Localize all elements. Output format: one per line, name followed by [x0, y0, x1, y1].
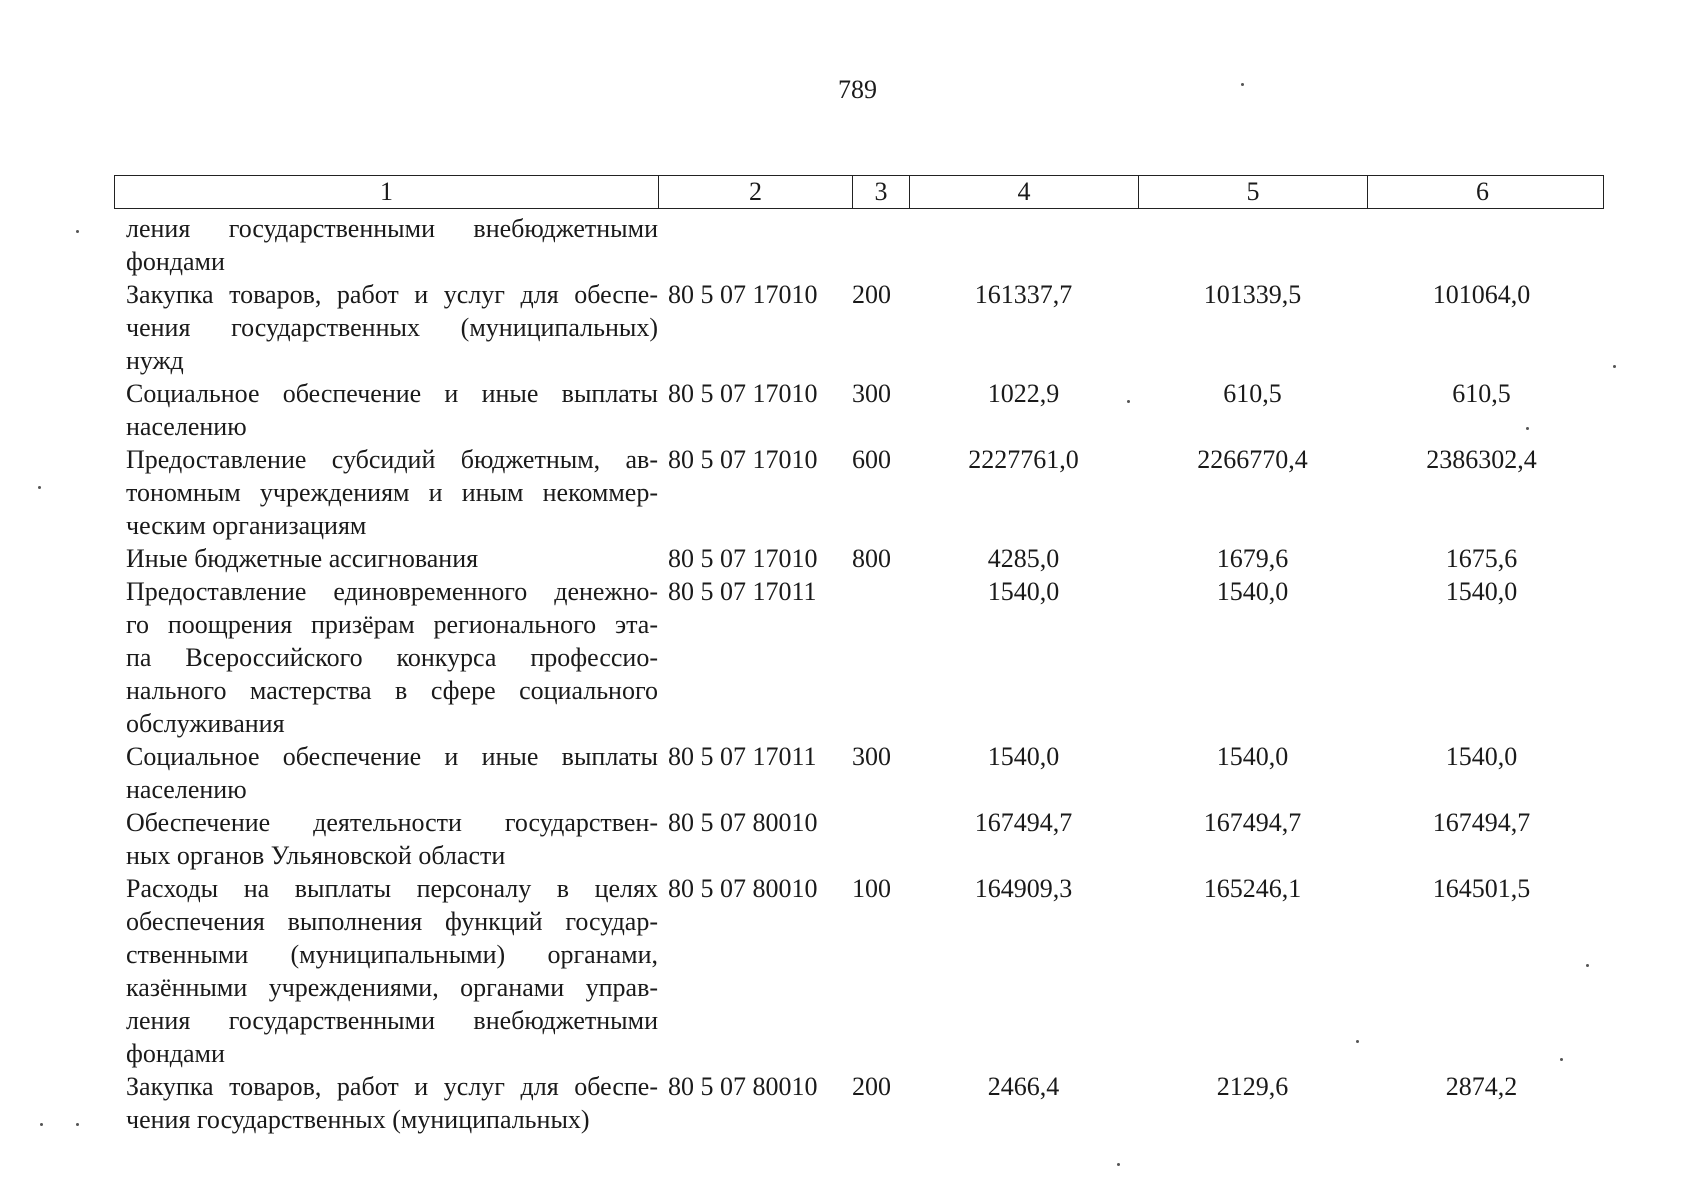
- description-line: Закупка товаров, работ и услуг для обеспе-: [126, 280, 658, 309]
- row-expense-type: 300: [852, 742, 891, 771]
- description-line: тономным учреждениям и иным некоммер-: [126, 478, 658, 507]
- description-line: фондами: [126, 247, 225, 276]
- row-value-col4: 1022,9: [987, 379, 1060, 408]
- description-line: нального мастерства в сфере социального: [126, 676, 658, 705]
- scan-speck: [76, 1123, 79, 1126]
- row-value-col6: 2386302,4: [1426, 445, 1537, 474]
- row-code: 80 5 07 17010: [668, 445, 818, 474]
- header-col-5: 5: [1139, 176, 1368, 208]
- row-value-col6: 1675,6: [1445, 544, 1518, 573]
- description-line: ческим организациям: [126, 511, 367, 540]
- row-value-col5: 1540,0: [1216, 577, 1289, 606]
- table-row: [114, 806, 1604, 872]
- row-value-col5: 101339,5: [1203, 280, 1302, 309]
- row-expense-type: 200: [852, 1072, 891, 1101]
- scan-speck: [1356, 1040, 1359, 1043]
- description-line: ственными (муниципальными) органами,: [126, 940, 658, 969]
- scan-speck: [76, 230, 79, 233]
- description-line: фондами: [126, 1039, 225, 1068]
- description-line: казёнными учреждениями, органами управ-: [126, 973, 658, 1002]
- row-description: [114, 377, 658, 443]
- table-row: [114, 542, 1604, 575]
- row-code: 80 5 07 80010: [668, 874, 818, 903]
- header-col-3: 3: [853, 176, 910, 208]
- description-line: го поощрения призёрам регионального эта-: [126, 610, 658, 639]
- row-expense-type: 800: [852, 544, 891, 573]
- description-line: обслуживания: [126, 709, 285, 738]
- scan-speck: [1127, 400, 1130, 403]
- scan-speck: [1526, 427, 1529, 430]
- row-value-col4: 1540,0: [987, 577, 1060, 606]
- table-row: [114, 740, 1604, 806]
- row-code: 80 5 07 17010: [668, 280, 818, 309]
- scan-speck: [1560, 1058, 1563, 1061]
- scan-speck: [1117, 1163, 1120, 1166]
- description-line: Социальное обеспечение и иные выплаты: [126, 379, 658, 408]
- description-line: Расходы на выплаты персоналу в целях: [126, 874, 658, 903]
- description-line: населению: [126, 775, 247, 804]
- row-code: 80 5 07 17011: [668, 742, 817, 771]
- description-line: па Всероссийского конкурса профессио-: [126, 643, 658, 672]
- row-description: [114, 443, 658, 542]
- description-line: Предоставление единовременного денежно-: [126, 577, 658, 606]
- row-description: [114, 212, 658, 278]
- row-value-col6: 610,5: [1452, 379, 1511, 408]
- header-col-6: 6: [1476, 177, 1489, 206]
- row-value-col4: 167494,7: [974, 808, 1073, 837]
- row-description: [114, 1070, 658, 1136]
- row-value-col6: 1540,0: [1445, 742, 1518, 771]
- description-line: ления государственными внебюджетными: [126, 214, 658, 243]
- description-line: чения государственных (муниципальных): [126, 313, 658, 342]
- row-code: 80 5 07 17011: [668, 577, 817, 606]
- table-body: [114, 212, 1604, 1136]
- scan-speck: [40, 1123, 43, 1126]
- row-description: [114, 575, 658, 740]
- row-code: 80 5 07 80010: [668, 1072, 818, 1101]
- row-value-col4: 4285,0: [987, 544, 1060, 573]
- row-value-col4: 1540,0: [987, 742, 1060, 771]
- table-row: [114, 575, 1604, 740]
- scan-speck: [1241, 83, 1244, 86]
- table-row: [114, 1070, 1604, 1136]
- row-expense-type: 100: [852, 874, 891, 903]
- row-value-col5: 165246,1: [1203, 874, 1302, 903]
- description-line: чения государственных (муниципальных): [126, 1105, 590, 1134]
- table-row: [114, 278, 1604, 377]
- row-value-col6: 2874,2: [1445, 1072, 1518, 1101]
- description-line: нужд: [126, 346, 184, 375]
- description-line: Закупка товаров, работ и услуг для обеспе-: [126, 1072, 658, 1101]
- page-number: 789: [838, 75, 877, 104]
- row-code: 80 5 07 17010: [668, 379, 818, 408]
- table-row: [114, 377, 1604, 443]
- header-col-4: 4: [910, 176, 1139, 208]
- description-line: ных органов Ульяновской области: [126, 841, 506, 870]
- description-line: Обеспечение деятельности государствен-: [126, 808, 658, 837]
- row-description: [114, 740, 658, 806]
- row-value-col6: 101064,0: [1432, 280, 1531, 309]
- row-value-col5: 167494,7: [1203, 808, 1302, 837]
- row-value-col4: 161337,7: [974, 280, 1073, 309]
- row-value-col6: 164501,5: [1432, 874, 1531, 903]
- description-line: населению: [126, 412, 247, 441]
- table-row: [114, 443, 1604, 542]
- scan-speck: [1586, 964, 1589, 967]
- description-line: Иные бюджетные ассигнования: [126, 544, 479, 573]
- row-value-col5: 2129,6: [1216, 1072, 1289, 1101]
- row-expense-type: 300: [852, 379, 891, 408]
- description-line: обеспечения выполнения функций государ-: [126, 907, 658, 936]
- row-value-col4: 2227761,0: [968, 445, 1079, 474]
- row-value-col5: 1679,6: [1216, 544, 1289, 573]
- row-value-col4: 2466,4: [987, 1072, 1060, 1101]
- header-col-1: 1: [115, 176, 659, 208]
- row-expense-type: 600: [852, 445, 891, 474]
- row-expense-type: 200: [852, 280, 891, 309]
- row-value-col6: 167494,7: [1432, 808, 1531, 837]
- row-description: [114, 806, 658, 872]
- table-row: [114, 872, 1604, 1070]
- description-line: Социальное обеспечение и иные выплаты: [126, 742, 658, 771]
- row-value-col4: 164909,3: [974, 874, 1073, 903]
- row-value-col6: 1540,0: [1445, 577, 1518, 606]
- table-row: [114, 212, 1604, 278]
- scan-speck: [38, 486, 41, 489]
- row-description: [114, 872, 658, 1070]
- row-code: 80 5 07 80010: [668, 808, 818, 837]
- row-value-col5: 2266770,4: [1197, 445, 1308, 474]
- row-description: [114, 542, 658, 575]
- row-code: 80 5 07 17010: [668, 544, 818, 573]
- description-line: Предоставление субсидий бюджетным, ав-: [126, 445, 658, 474]
- table-header: [114, 175, 1604, 209]
- row-description: [114, 278, 658, 377]
- scan-speck: [1613, 365, 1616, 368]
- row-value-col5: 1540,0: [1216, 742, 1289, 771]
- header-col-2: 2: [659, 176, 853, 208]
- description-line: ления государственными внебюджетными: [126, 1006, 658, 1035]
- row-value-col5: 610,5: [1223, 379, 1282, 408]
